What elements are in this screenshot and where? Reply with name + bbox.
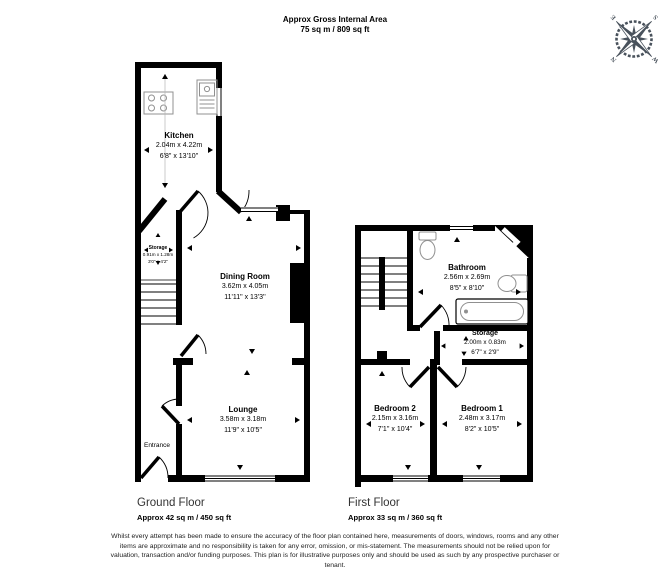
window <box>450 225 473 231</box>
stove-icon <box>144 92 173 114</box>
first-floor-title: First Floor <box>348 497 400 509</box>
ground-floor-stairs <box>141 280 176 324</box>
entrance-label: Entrance <box>143 442 171 449</box>
ff-storage-label: Storage 2.00m x 0.83m 6'7" x 2'9" <box>464 330 506 356</box>
ground-floor-door-leaves <box>141 191 198 478</box>
bathtub-icon <box>456 299 528 324</box>
compass-s-label: S <box>652 13 660 21</box>
window <box>463 475 500 482</box>
window <box>205 475 275 482</box>
bathroom-sink-icon <box>498 275 527 292</box>
disclaimer-text: Whilst every attempt has been made to ensure the accuracy of the floor plan contained here, measurements of doors, windows, rooms and any other items are approximate and no responsibility is taken for any error, omission, or mis-statement. The measurements should not be relied upon for valuation, transaction and/or funding purposes. This plan is for illustrative purposes only and should be used as such by any prospective purchaser or tenant. <box>110 533 560 569</box>
toilet-icon <box>419 232 436 260</box>
ground-floor-angled-walls <box>139 191 241 231</box>
ground-floor-title: Ground Floor <box>137 497 205 509</box>
compass-e-label: E <box>609 13 618 22</box>
bedroom-2-label: Bedroom 2 2.15m x 3.16m 7'1'' x 10'4" <box>371 404 419 433</box>
window <box>241 207 278 212</box>
gf-storage-label: Storage 0.91m x 1.28m 3'0" x 4'2" <box>142 245 174 264</box>
page-subtitle: 75 sq m / 809 sq ft <box>300 25 370 34</box>
bedroom-1-label: Bedroom 1 2.48m x 3.17m 8'2" x 10'5" <box>458 404 506 433</box>
ground-floor-area: Approx 42 sq m / 450 sq ft <box>137 513 232 522</box>
compass-rose-icon <box>601 6 667 72</box>
compass-n-label: N <box>609 55 618 64</box>
bathroom-label: Bathroom 2.56m x 2.69m 8'5" x 8'10" <box>443 263 491 292</box>
lounge-label: Lounge 3.58m x 3.18m 11'9" x 10'5" <box>219 405 267 434</box>
compass-w-label: W <box>651 54 661 65</box>
dining-room-label: Dining Room 3.62m x 4.05m 11'11" x 13'3'' <box>220 272 270 301</box>
first-floor-area: Approx 33 sq m / 360 sq ft <box>348 513 443 522</box>
kitchen-label: Kitchen 2.04m x 4.22m 6'8" x 13'10" <box>155 131 203 160</box>
window <box>393 475 428 482</box>
kitchen-sink-icon <box>197 80 217 114</box>
page-title: Approx Gross Internal Area <box>282 15 388 24</box>
